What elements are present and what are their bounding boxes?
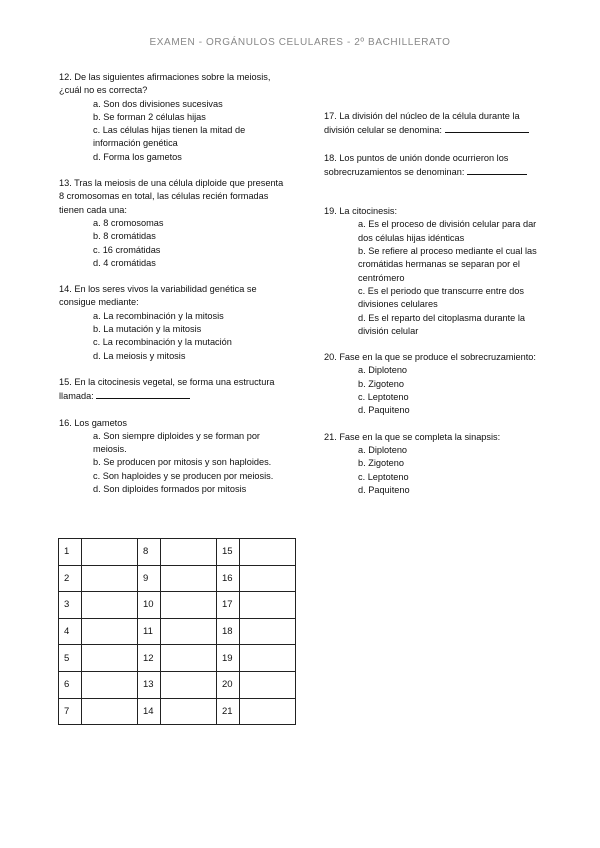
question-text: 12. De las siguientes afirmaciones sobre la meiosis, ¿cuál no es correcta?	[59, 72, 271, 96]
question-12	[59, 71, 285, 164]
option: c. Las células hijas tienen la mitad de información genética	[93, 125, 246, 149]
question-text-body: 17. La división del núcleo de la célula durante la división celular se denomina:	[324, 111, 520, 136]
answer-cell[interactable]	[82, 698, 138, 725]
question-number-cell: 5	[59, 645, 82, 672]
table-row	[59, 565, 296, 592]
answer-cell[interactable]	[240, 539, 296, 566]
question-text-body: 18. Los puntos de unión donde ocurrieron los sobrecruzamientos se denominan:	[324, 152, 509, 177]
answer-cell[interactable]	[240, 565, 296, 592]
left-column	[59, 71, 285, 509]
question-text: 21. Fase en la que se completa la sinapsis:	[324, 431, 501, 442]
question-text	[324, 152, 549, 180]
question-number-cell: 6	[59, 671, 82, 698]
question-number-cell: 12	[138, 645, 161, 672]
option: b. Se forman 2 células hijas	[93, 111, 206, 122]
question-number-cell: 15	[217, 539, 240, 566]
option-list	[59, 430, 285, 496]
answer-cell[interactable]	[161, 618, 217, 645]
option: d. Paquiteno	[358, 484, 410, 495]
question-text: 13. Tras la meiosis de una célula diploide que presenta 8 cromosomas en total, las células recién formadas tienen cada una:	[59, 178, 284, 215]
question-text: 16. Los gametos	[59, 417, 127, 428]
option: d. Son diploides formados por mitosis	[93, 484, 247, 495]
option: c. 16 cromátidas	[93, 244, 161, 255]
option: d. La meiosis y mitosis	[93, 350, 186, 361]
question-number-cell: 18	[217, 618, 240, 645]
answer-cell[interactable]	[82, 618, 138, 645]
question-text	[324, 110, 549, 138]
question-number-cell: 16	[217, 565, 240, 592]
page-header: EXAMEN - ORGÁNULOS CELULARES - 2º BACHILLERATO	[149, 37, 451, 48]
option-list	[59, 310, 285, 363]
question-number-cell: 7	[59, 698, 82, 725]
answer-cell[interactable]	[161, 671, 217, 698]
question-18	[324, 152, 549, 180]
question-number-cell: 2	[59, 565, 82, 592]
option: a. 8 cromosomas	[93, 217, 164, 228]
option-list	[324, 364, 549, 417]
answer-cell[interactable]	[161, 698, 217, 725]
answer-cell[interactable]	[240, 618, 296, 645]
question-14	[59, 283, 285, 363]
right-column	[324, 110, 549, 510]
option: b. Se refiere al proceso mediante el cual las cromátidas hermanas se separan por el centrómero	[358, 246, 537, 283]
question-text: 19. La citocinesis:	[324, 206, 398, 217]
answer-cell[interactable]	[161, 592, 217, 619]
question-15	[59, 376, 285, 404]
question-text	[59, 376, 285, 404]
question-text: 20. Fase en la que se produce el sobrecruzamiento:	[324, 352, 536, 363]
answer-cell[interactable]	[82, 645, 138, 672]
option: c. La recombinación y la mutación	[93, 337, 232, 348]
answer-cell[interactable]	[240, 592, 296, 619]
question-number-cell: 9	[138, 565, 161, 592]
question-number-cell: 4	[59, 618, 82, 645]
question-21	[324, 431, 549, 497]
option-list	[324, 444, 549, 497]
answer-cell[interactable]	[82, 592, 138, 619]
option: d. Paquiteno	[358, 405, 410, 416]
table-row	[59, 671, 296, 698]
question-number-cell: 20	[217, 671, 240, 698]
question-number-cell: 13	[138, 671, 161, 698]
option: a. Son dos divisiones sucesivas	[93, 98, 223, 109]
answer-cell[interactable]	[161, 645, 217, 672]
question-number-cell: 17	[217, 592, 240, 619]
table-row	[59, 539, 296, 566]
answer-cell[interactable]	[82, 565, 138, 592]
answer-cell[interactable]	[240, 645, 296, 672]
question-20	[324, 351, 549, 417]
answer-cell[interactable]	[161, 565, 217, 592]
answer-blank[interactable]	[467, 165, 527, 175]
answer-cell[interactable]	[240, 698, 296, 725]
table-row	[59, 698, 296, 725]
question-number-cell: 10	[138, 592, 161, 619]
question-13	[59, 177, 285, 270]
question-number-cell: 19	[217, 645, 240, 672]
table-row	[59, 592, 296, 619]
question-19	[324, 205, 549, 338]
question-17	[324, 110, 549, 138]
question-number-cell: 3	[59, 592, 82, 619]
option: a. Es el proceso de división celular para dar dos células hijas idénticas	[358, 219, 537, 243]
option: d. Forma los gametos	[93, 151, 182, 162]
answer-blank[interactable]	[96, 389, 190, 399]
question-number-cell: 14	[138, 698, 161, 725]
option: b. Zigoteno	[358, 378, 404, 389]
answer-cell[interactable]	[82, 539, 138, 566]
option: a. Diploteno	[358, 444, 408, 455]
option: c. Son haploides y se producen por meiosis.	[93, 470, 274, 481]
table-row	[59, 618, 296, 645]
answer-cell[interactable]	[82, 671, 138, 698]
option-list	[59, 217, 285, 270]
question-number-cell: 21	[217, 698, 240, 725]
answer-table	[58, 538, 296, 725]
option: a. Diploteno	[358, 365, 408, 376]
option: c. Es el periodo que transcurre entre dos divisiones celulares	[358, 285, 524, 310]
answer-table-body	[59, 539, 296, 725]
option-list	[324, 218, 549, 338]
question-text: 14. En los seres vivos la variabilidad genética se consigue mediante:	[59, 284, 257, 308]
option: a. Son siempre diploides y se forman por meiosis.	[93, 430, 260, 455]
option: d. 4 cromátidas	[93, 257, 156, 268]
option: b. La mutación y la mitosis	[93, 324, 202, 335]
option: d. Es el reparto del citoplasma durante la división celular	[358, 312, 525, 336]
option: c. Leptoteno	[358, 392, 409, 403]
option: b. Zigoteno	[358, 458, 404, 469]
question-number-cell: 1	[59, 539, 82, 566]
question-16	[59, 417, 285, 497]
answer-blank[interactable]	[445, 123, 529, 133]
option: b. 8 cromátidas	[93, 231, 156, 242]
answer-cell[interactable]	[240, 671, 296, 698]
question-number-cell: 11	[138, 618, 161, 645]
option: b. Se producen por mitosis y son haploides.	[93, 457, 272, 468]
answer-cell[interactable]	[161, 539, 217, 566]
option: a. La recombinación y la mitosis	[93, 310, 224, 321]
option: c. Leptoteno	[358, 471, 409, 482]
question-number-cell: 8	[138, 539, 161, 566]
question-text-body: 15. En la citocinesis vegetal, se forma una estructura llamada:	[59, 376, 275, 402]
table-row	[59, 645, 296, 672]
option-list	[59, 98, 285, 164]
